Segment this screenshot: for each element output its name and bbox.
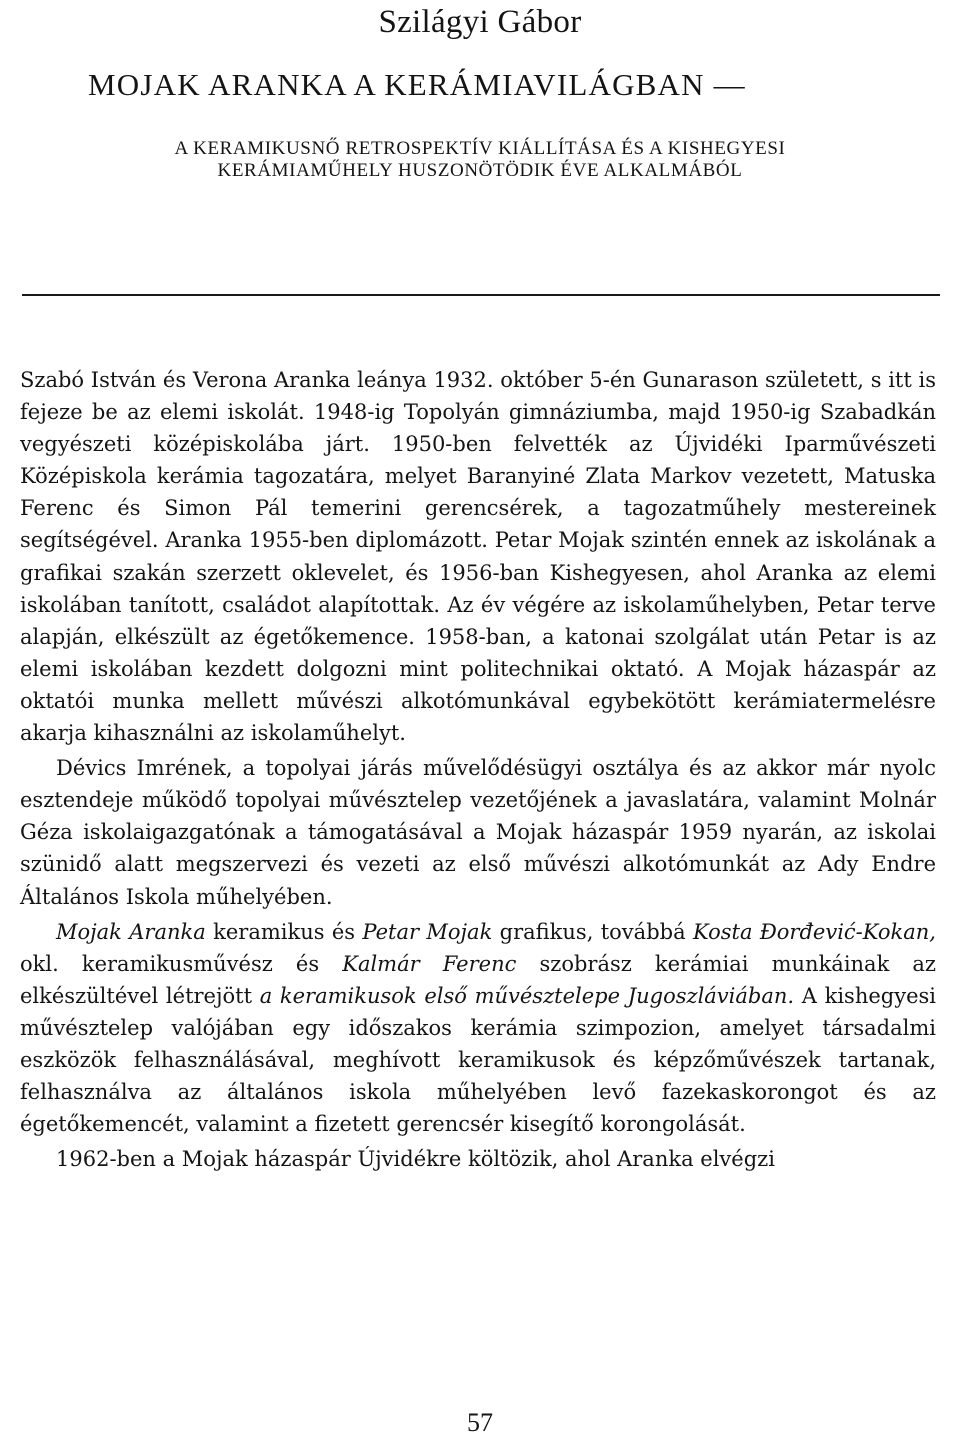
author-name: Szilágyi Gábor	[378, 4, 582, 40]
text-run: keramikus és	[205, 919, 363, 944]
paragraph-4: 1962-ben a Mojak házaspár Újvidékre költözik, ahol Aranka elvégzi	[56, 1147, 775, 1172]
italic-run: a keramikusok első művésztelepe Jugoszláviában.	[259, 983, 795, 1008]
page-number: 57	[467, 1408, 493, 1437]
text-run: okl. keramikusművész és	[20, 951, 343, 976]
text-run: A kishegyesi művésztelep valójában egy időszakos kerámia szimpozion, amelyet társadalmi eszközök felhasználásával, meghívott keramikusok és képzőművészek tartanak, felhasználva az általános iskola műhelyében levő fazekaskorongot és az égetőkemencét, valamint a fizetett gerencsér kisegítő korongolását.	[20, 983, 937, 1137]
subtitle-line: A KERAMIKUSNŐ RETROSPEKTÍV KIÁLLÍTÁSA ÉS A KISHEGYESI	[174, 138, 786, 159]
article-title: MOJAK ARANKA A KERÁMIAVILÁGBAN —	[88, 67, 746, 102]
italic-run: Petar Mojak	[362, 919, 493, 944]
book-page	[20, 0, 960, 1445]
horizontal-rule	[22, 294, 940, 296]
text-run: szobrász kerámiai munkáinak az elkészültével létrejött	[20, 951, 936, 1008]
italic-run: Kalmár Ferenc	[342, 951, 517, 976]
paragraph-1: Szabó István és Verona Aranka leánya 1932. október 5-én Gunarason született, s itt is fejeze be az elemi iskolát. 1948-ig Topolyán gimnáziumba, majd 1950-ig Szabadkán vegyészeti középiskolába járt. 1950-ben felvették az Újvidéki Iparművészeti Középiskola kerámia tagozatára, melyet Baranyiné Zlata Markov vezetett, Matuska Ferenc és Simon Pál temerini gerencsérek, a tagozatműhely mestereinek segítségével. Aranka 1955-ben diplomázott. Petar Mojak szintén ennek az iskolának a grafikai szakán szerzett oklevelet, és 1956-ban Kishegyesen, ahol Aranka az elemi iskolában tanított, családot alapítottak. Az év végére az iskolaműhelyben, Petar terve alapján, elkészült az égetőkemence. 1958-ban, a katonai szolgálat után Petar is az elemi iskolában kezdett dolgozni mint politechnikai oktató. A Mojak házaspár az oktatói munka mellett művészi alkotómunkával egybekötött kerámiatermelésre akarja kihasználni az iskolaműhelyt.	[20, 368, 936, 746]
italic-run: Kosta Đorđević-Kokan,	[692, 919, 936, 944]
paragraph-3	[20, 916, 936, 1141]
paragraph-2: Dévics Imrének, a topolyai járás művelődésügyi osztálya és az akkor már nyolc esztendeje működő topolyai művésztelep vezetőjének a javaslatára, valamint Molnár Géza iskolaigazgatónak a támogatásával a Mojak házaspár 1959 nyarán, az iskolai szünidő alatt megszervezi és vezeti az első művészi alkotómunkát az Ady Endre Általános Iskola műhelyében.	[20, 756, 936, 909]
italic-run: Mojak Aranka	[56, 919, 206, 944]
subtitle-line: KERÁMIAMŰHELY HUSZONÖTÖDIK ÉVE ALKALMÁBÓL	[217, 160, 743, 181]
article-subtitle	[20, 138, 940, 182]
text-run: grafikus, továbbá	[492, 919, 693, 944]
article-body	[20, 364, 936, 1178]
